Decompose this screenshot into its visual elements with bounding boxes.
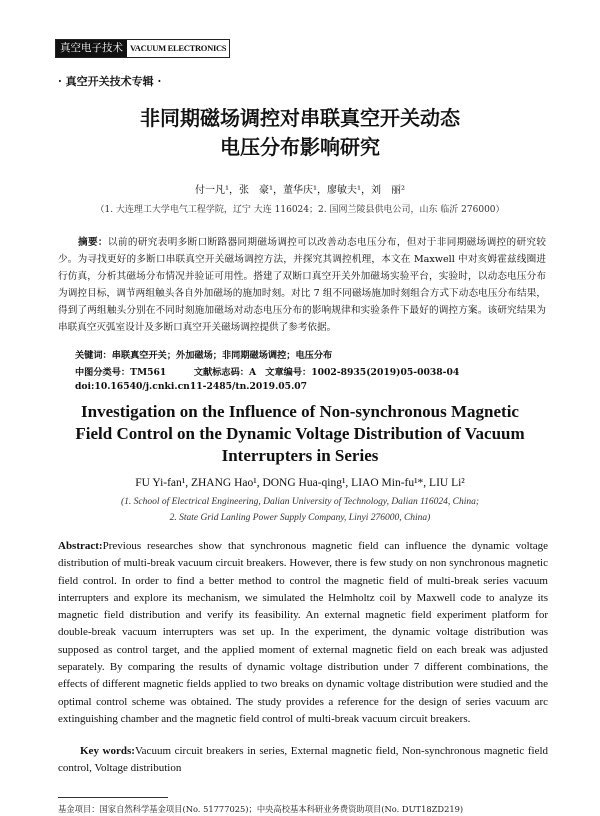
authors-en: FU Yi-fan¹, ZHANG Hao¹, DONG Hua-qing¹, LIAO Min-fu¹*, LIU Li² [135,477,465,489]
section-label: · 真空开关技术专辑 · [58,75,162,88]
title-cn-line: 非同期磁场调控对串联真空开关动态 [140,106,460,130]
authors-cn: 付一凡¹，张 豪¹，董华庆¹，廖敏夫¹，刘 丽² [194,185,406,196]
journal-name-cn: 真空电子技术 [56,40,127,57]
abstract-cn [58,234,546,336]
keywords-en-label: Key words: [80,745,135,757]
title-en-line: Investigation on the Influence of Non-synchronous Magnetic [81,402,519,421]
abstract-cn-text: 以前的研究表明多断口断路器同期磁场调控可以改善动态电压分布，但对于非同期磁场调控的研究较少。为寻找更好的多断口串联真空开关磁场调控方法，并探究其调控机理，本文在 Maxwell 中对亥姆霍兹线圈进行仿真，分析其磁场分布情况并验证可用性。搭建了双断口真空开关外加磁场实验平台，实验时，以动态电压分布为调控目标，调节两组触头各自外加磁场的施加时刻。对比 7 组不同磁场施加时刻组合方式下动态电压分布结果，得到了两组触头分别在不同时刻施加磁场对动态电压分布的影响规律和实验条件下最好的调控方案。该研究结果为串联真空灭弧室设计及多断口真空开关磁场调控提供了参考依据。 [58,237,547,333]
affiliation-en-line: (1. School of Electrical Engineering, Dalian University of Technology, Dalian 116024, China; [120,497,480,507]
keywords-en-text: Vacuum circuit breakers in series, External magnetic field, Non-synchronous magnetic field control, Voltage distribution [58,745,549,775]
affiliation-cn: （1. 大连理工大学电气工程学院，辽宁 大连 116024；2. 国网兰陵县供电公司，山东 临沂 276000） [95,205,505,215]
abstract-cn-label: 摘要： [78,237,108,248]
abstract-en-label: Abstract: [58,540,103,552]
title-cn-line: 电压分布影响研究 [220,135,380,159]
journal-name-en: VACUUM ELECTRONICS [127,40,229,57]
footnote-divider [58,797,168,798]
title-cn [0,104,600,162]
keywords-cn: 关键词：串联真空开关；外加磁场；非同期磁场调控；电压分布 [75,350,333,361]
fund-note: 基金项目：国家自然科学基金项目(No. 51777025)；中央高校基本科研业务费资助项目(No. DUT18ZD219) [58,804,464,814]
title-en-line: Interrupters in Series [221,446,379,465]
abstract-en-text: Previous researches show that synchronous magnetic field can influence the dynamic voltage distribution of multi-break vacuum circuit breakers. However, there is few study on non synchronous magnetic field control. In order to find a better method to control the magnetic field of multi-break series vacuum interrupters and explore its mechanism, we simulated the Helmholtz coil by Maxwell code to analyze its magnetic field distribution and verify its feasibility. An external magnetic field experiment platform for double-break vacuum interrupters was set up. In the experiment, the dynamic voltage distribution was supposed as control target, and the applied moment of external magnetic field on each break was adjusted separately. By comparing the results of dynamic voltage distribution under 7 different combinations, the effects of different magnetic fields applied to two breaks on dynamic voltage distribution were studied and the optimal control scheme was obtained. The study provides a reference for the design of series vacuum arc extinguishing chamber and the magnetic field control of multi-break vacuum circuit breakers. [58,540,548,725]
abstract-en [58,538,548,728]
title-en [0,401,600,467]
title-en-line: Field Control on the Dynamic Voltage Distribution of Vacuum [75,424,525,443]
doi: doi:10.16540/j.cnki.cn11-2485/tn.2019.05.07 [75,381,308,392]
affiliation-en-line: 2. State Grid Lanling Power Supply Company, Linyi 276000, China) [169,513,431,523]
classification: 中图分类号：TM561 文献标志码：A 文章编号：1002-8935(2019)05-0038-04 [75,367,460,378]
keywords-en [58,743,548,778]
journal-header [55,39,230,58]
